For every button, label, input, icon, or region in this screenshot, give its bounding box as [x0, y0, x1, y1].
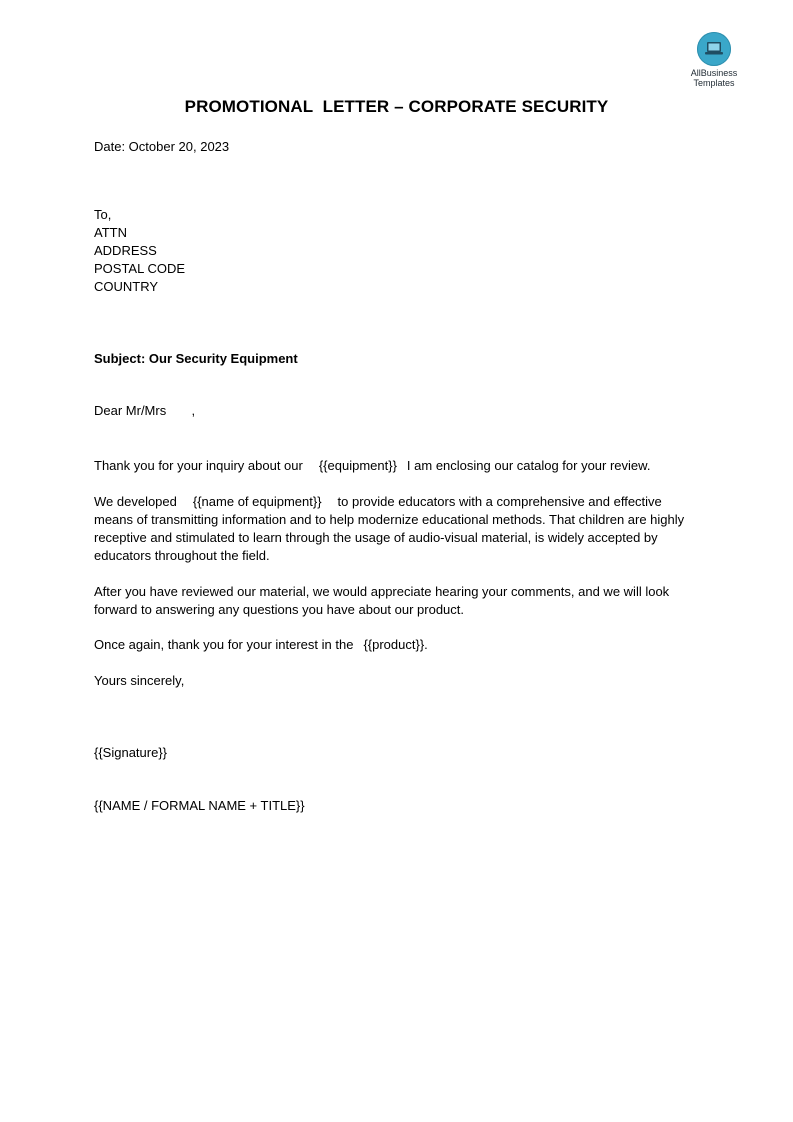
- paragraph-developed-after: to provide educators with a comprehensive and effective means of transmitting information and to help modernize educational methods. That children are highly receptive and stimulated to learn through the usage of audio-visual material, is widely accepted by educators throughout the field.: [94, 494, 685, 563]
- letter-subject: Subject: Our Security Equipment: [94, 351, 298, 366]
- paragraph-developed: [94, 493, 700, 565]
- signature-placeholder: {{Signature}}: [94, 745, 168, 760]
- paragraph-developed-before: We developed: [94, 494, 177, 509]
- paragraph-inquiry: [94, 457, 704, 475]
- paragraph-inquiry-before: Thank you for your inquiry about our: [94, 458, 303, 473]
- letter-title: PROMOTIONAL LETTER – CORPORATE SECURITY: [184, 97, 609, 116]
- recipient-country: COUNTRY: [94, 279, 159, 294]
- laptop-icon: [697, 32, 731, 66]
- paragraph-review: After you have reviewed our material, we would appreciate hearing your comments, and we will look forward to answering any questions you have about our product.: [94, 584, 670, 617]
- product-placeholder: {{product}}.: [363, 637, 428, 652]
- letter-date: Date: October 20, 2023: [94, 139, 230, 154]
- letter-greeting: Dear Mr/Mrs ,: [94, 403, 196, 418]
- recipient-postal-code: POSTAL CODE: [94, 261, 186, 276]
- logo-text-line1: AllBusiness: [690, 68, 738, 78]
- recipient-to: To,: [94, 207, 112, 222]
- recipient-address: ADDRESS: [94, 243, 157, 258]
- paragraph-inquiry-after: I am enclosing our catalog for your review.: [406, 458, 651, 473]
- name-of-equipment-placeholder: {{name of equipment}}: [192, 494, 322, 509]
- paragraph-thanks: [94, 636, 704, 654]
- paragraph-thanks-before: Once again, thank you for your interest in the: [94, 637, 354, 652]
- letter-closing: Yours sincerely,: [94, 673, 185, 688]
- name-title-placeholder: {{NAME / FORMAL NAME + TITLE}}: [94, 798, 305, 813]
- equipment-placeholder: {{equipment}}: [318, 458, 397, 473]
- allbusiness-templates-logo: [684, 32, 744, 88]
- logo-text-line2: Templates: [693, 78, 735, 88]
- recipient-attn: ATTN: [94, 225, 127, 240]
